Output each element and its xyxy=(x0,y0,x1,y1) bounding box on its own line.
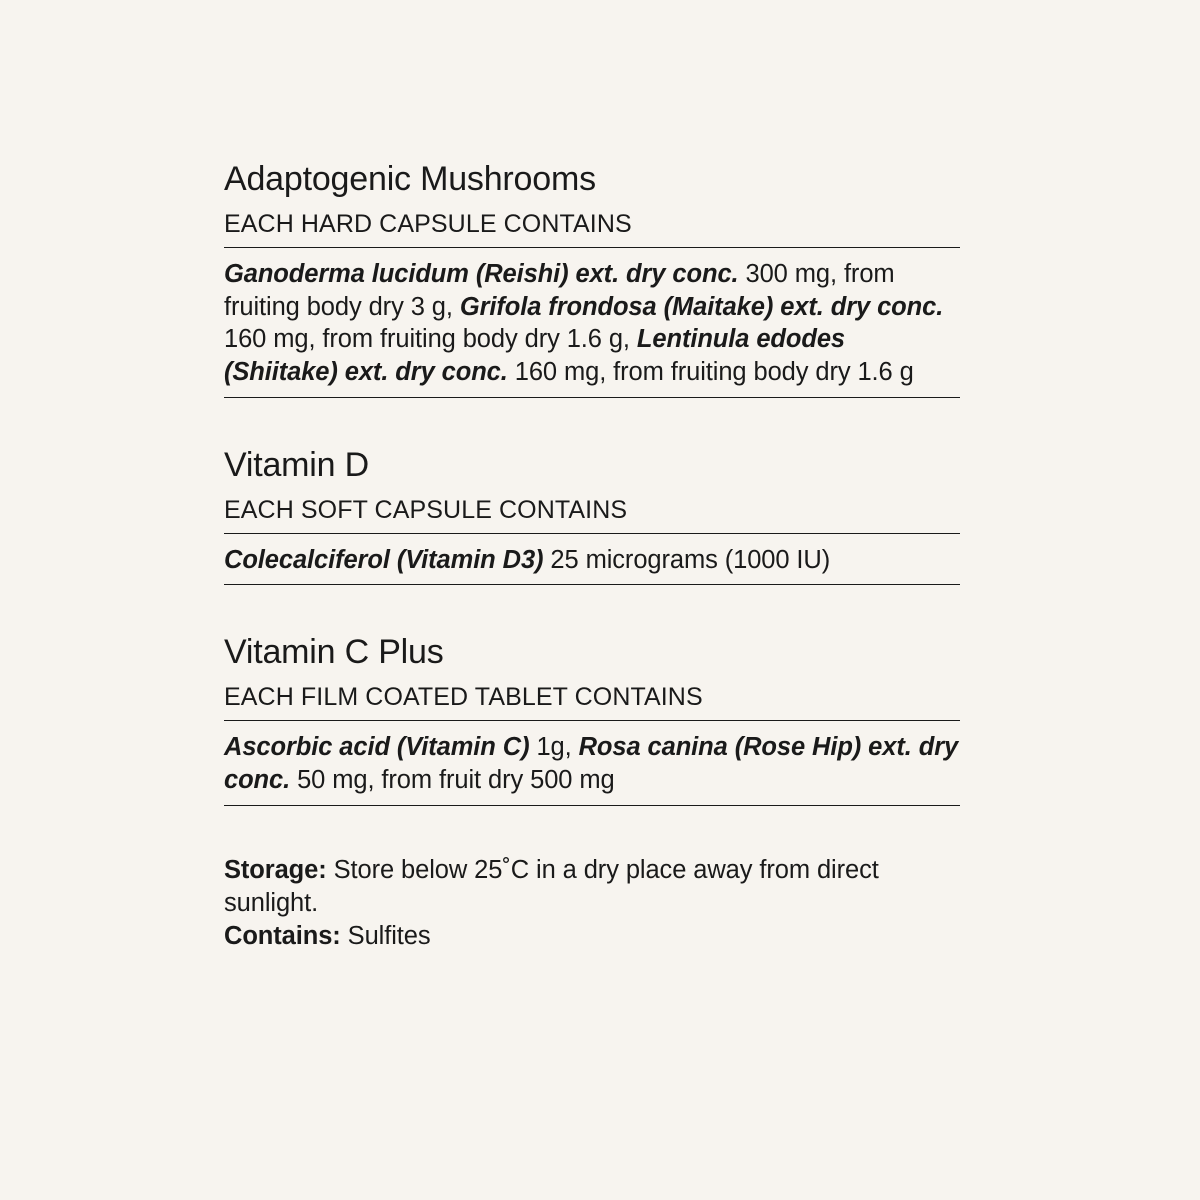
section-subtitle: EACH SOFT CAPSULE CONTAINS xyxy=(224,495,628,524)
ingredient-latin-name: Colecalciferol (Vitamin D3) xyxy=(224,545,544,574)
ingredient-amount: 50 mg, from fruit dry 500 mg xyxy=(290,766,615,795)
section-title: Vitamin D xyxy=(224,445,369,484)
ingredient-latin-name: Lentinula edodes (Shiitake) ext. dry conc. xyxy=(224,325,845,386)
divider-bottom xyxy=(224,584,960,585)
section-title: Vitamin C Plus xyxy=(224,633,444,672)
contains-text: Sulfites xyxy=(340,921,431,950)
ingredient-list xyxy=(224,721,960,804)
footer-notes xyxy=(224,854,924,953)
storage-label: Storage: xyxy=(224,855,327,884)
section-adaptogenic-mushrooms xyxy=(224,160,960,398)
ingredient-latin-name: Grifola frondosa (Maitake) ext. dry conc. xyxy=(459,292,944,321)
ingredient-amount: 160 mg, from fruiting body dry 1.6 g xyxy=(507,357,914,386)
ingredient-latin-name: Ganoderma lucidum (Reishi) ext. dry conc. xyxy=(224,260,739,289)
section-title: Adaptogenic Mushrooms xyxy=(224,160,596,198)
ingredient-latin-name: Ascorbic acid (Vitamin C) xyxy=(224,733,530,762)
ingredient-list xyxy=(224,534,960,585)
ingredient-amount: 300 mg, from fruiting body dry 3 g, xyxy=(224,260,895,321)
storage-note xyxy=(224,854,924,920)
section-vitamin-d xyxy=(224,446,960,586)
divider-bottom xyxy=(224,805,960,806)
divider-bottom xyxy=(224,397,960,398)
section-subtitle: EACH HARD CAPSULE CONTAINS xyxy=(224,210,632,239)
contains-label: Contains: xyxy=(224,921,341,950)
ingredient-amount: 160 mg, from fruiting body dry 1.6 g, xyxy=(224,325,637,354)
section-vitamin-c-plus xyxy=(224,633,960,805)
ingredient-list xyxy=(224,248,960,397)
ingredient-latin-name: Rosa canina (Rose Hip) ext. dry conc. xyxy=(224,733,959,795)
ingredient-amount: 1g, xyxy=(529,733,579,762)
storage-text: Store below 25˚C in a dry place away from direct sunlight. xyxy=(224,855,879,917)
section-subtitle: EACH FILM COATED TABLET CONTAINS xyxy=(224,683,703,712)
ingredient-amount: 25 micrograms (1000 IU) xyxy=(543,545,831,574)
contains-note xyxy=(224,920,924,953)
